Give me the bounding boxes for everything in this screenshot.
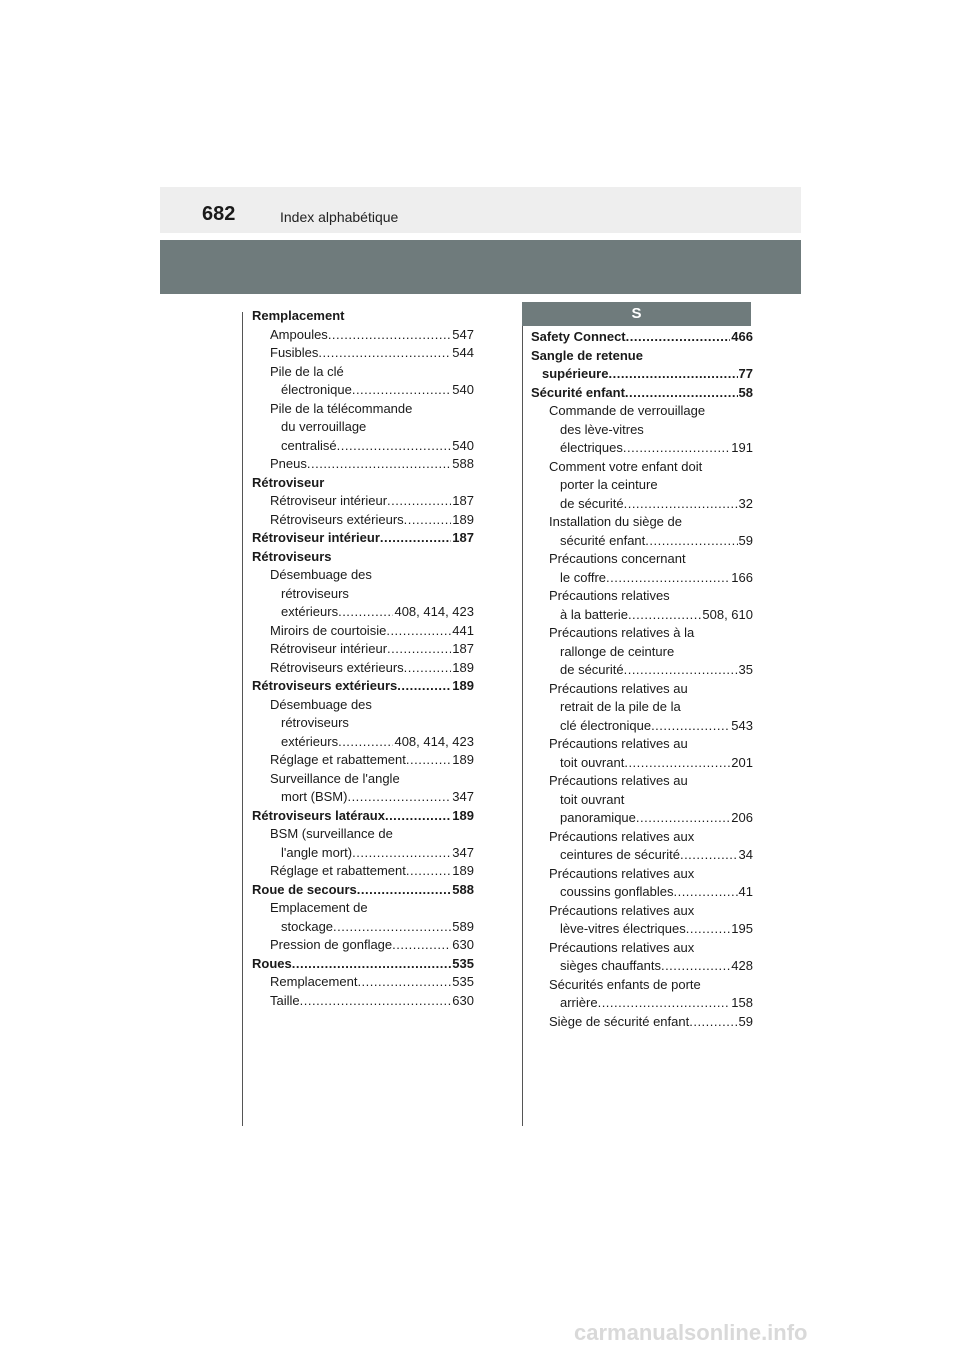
index-entry (531, 402, 753, 458)
dot-leader (623, 439, 730, 458)
dot-leader (352, 381, 451, 400)
index-entry-text: Précautions relatives à la (549, 625, 695, 640)
index-entry (252, 400, 474, 456)
index-entry-text: coussins gonflables (560, 884, 674, 899)
index-entry-text: Réglage et rabattement (270, 863, 406, 878)
dot-leader (598, 994, 731, 1013)
index-entry-text: du verrouillage (281, 419, 367, 434)
index-entry-text: Fusibles (270, 345, 319, 360)
index-entry-page: 187 (452, 493, 474, 508)
index-entry-page: 195 (731, 921, 753, 936)
dot-leader (645, 532, 737, 551)
index-entry-text: Roues (252, 955, 292, 971)
index-entry-line-with-page (270, 733, 474, 752)
index-entry-text: toit ouvrant (560, 791, 625, 807)
index-entry-text: Pression de gonflage (270, 937, 393, 952)
index-entry-page: 535 (452, 955, 474, 971)
index-entry-page: 58 (738, 384, 753, 400)
index-entry-line-with-page (252, 955, 474, 974)
index-entry-text: Précautions relatives aux (549, 902, 695, 918)
index-entry (531, 550, 753, 587)
index-entry-text: arrière (560, 995, 598, 1010)
dot-leader (338, 733, 393, 752)
index-entry (531, 976, 753, 1013)
dot-leader (357, 881, 452, 900)
dot-leader (608, 365, 737, 384)
index-entry-text: Rétroviseur (252, 474, 325, 490)
index-entry-line-with-page (549, 994, 753, 1013)
index-entry (531, 902, 753, 939)
index-entry-text: Pneus (270, 456, 307, 471)
dot-leader (337, 437, 452, 456)
index-entry-page: 535 (452, 974, 474, 989)
index-entry-text: Roue de secours (252, 881, 357, 897)
index-entry-page: 540 (452, 382, 474, 397)
index-entry (252, 770, 474, 807)
index-entry-line-with-page (531, 365, 753, 384)
dot-leader (333, 918, 451, 937)
dot-leader (636, 809, 730, 828)
dot-leader (338, 603, 393, 622)
dot-leader (392, 936, 451, 955)
index-entry-page: 630 (452, 992, 474, 1008)
index-entry-line-with-page (549, 1013, 753, 1032)
index-entry-text: Siège de sécurité enfant (549, 1013, 690, 1029)
index-entry (531, 328, 753, 347)
dot-leader (386, 622, 451, 641)
index-entry-page: 158 (731, 995, 753, 1010)
index-entry-text: Précautions relatives au (549, 680, 688, 696)
dot-leader (352, 844, 451, 863)
index-entry-line-with-page (270, 788, 474, 807)
index-entry (531, 513, 753, 550)
index-entry-text: Sangle de retenue (531, 347, 643, 363)
index-entry-text: lève-vitres électriques (560, 921, 686, 936)
dot-leader (651, 717, 730, 736)
index-entry-page: 466 (731, 329, 753, 344)
index-entry (252, 992, 474, 1011)
section-letter-tab: S (522, 302, 751, 326)
index-entry-line-with-page (270, 973, 474, 992)
index-entry (531, 939, 753, 976)
index-entry-text: Précautions relatives au (549, 736, 688, 751)
index-entry-page: 77 (738, 366, 753, 381)
index-entry (252, 344, 474, 363)
index-entry-text: rétroviseurs (281, 715, 349, 730)
dot-leader (628, 606, 701, 625)
index-entry (252, 566, 474, 622)
index-entry-text: Installation du siège de (549, 514, 682, 529)
index-entry (252, 640, 474, 659)
index-entry-page: 408, 414, 423 (394, 604, 474, 619)
index-entry-text: Pile de la télécommande (270, 400, 413, 416)
index-entry-text: stockage (281, 918, 334, 934)
index-entry-page: 508, 610 (702, 606, 753, 622)
index-entry-text: Précautions concernant (549, 551, 686, 566)
index-entry-page: 189 (452, 659, 474, 675)
index-entry (252, 751, 474, 770)
index-entry (252, 529, 474, 548)
index-entry-text: électriques (560, 440, 623, 455)
left-column-rule (242, 312, 243, 1126)
index-entry-line-with-page (549, 754, 753, 773)
dot-leader (606, 569, 730, 588)
index-entry (531, 458, 753, 514)
dot-leader (406, 862, 451, 881)
index-entry-text: Emplacement de (270, 900, 368, 915)
dot-leader (689, 1013, 737, 1032)
index-entry-text: Safety Connect (531, 329, 626, 344)
index-entry-text: Ampoules (270, 326, 328, 342)
index-entry-text: Rétroviseur intérieur (270, 493, 388, 508)
index-entry-line-with-page (270, 603, 474, 622)
dot-leader (680, 846, 738, 865)
index-entry (252, 696, 474, 752)
index-entry-page: 191 (731, 440, 753, 455)
index-entry-line-with-page (270, 640, 474, 659)
index-entry-text: BSM (surveillance de (270, 826, 393, 841)
dot-leader (300, 992, 452, 1011)
index-entry (252, 307, 474, 326)
index-entry-text: panoramique (560, 810, 636, 825)
index-entry-text: de sécurité (560, 495, 624, 511)
index-entry-line-with-page (270, 862, 474, 881)
index-entry-text: porter la ceinture (560, 477, 658, 492)
index-entry-text: Rétroviseurs extérieurs (252, 678, 398, 693)
dot-leader (318, 344, 451, 363)
index-entry-text: Précautions relatives au (549, 773, 688, 788)
section-title: Index alphabétique (280, 209, 399, 225)
index-entry-page: 166 (731, 569, 753, 585)
index-entry (531, 384, 753, 403)
index-entry-page: 441 (452, 622, 474, 638)
index-entry (252, 899, 474, 936)
index-entry-page: 59 (738, 532, 753, 548)
index-entry-page: 206 (731, 810, 753, 825)
index-entry-text: Réglage et rabattement (270, 752, 406, 767)
index-entry (531, 865, 753, 902)
index-entry-text: Rétroviseur intérieur (252, 530, 380, 545)
index-entry (252, 326, 474, 345)
index-entry-page: 540 (452, 437, 474, 453)
dot-leader (404, 659, 452, 678)
index-entry-text: de sécurité (560, 662, 624, 677)
dot-leader (673, 883, 737, 902)
index-entry-line-with-page (252, 677, 474, 696)
index-entry (252, 548, 474, 567)
index-entry-line-with-page (531, 384, 753, 403)
index-entry-line-with-page (270, 326, 474, 345)
dot-leader (385, 807, 451, 826)
index-entry-text: retrait de la pile de la (560, 699, 681, 714)
index-entry (252, 677, 474, 696)
index-entry-page: 41 (738, 884, 753, 899)
index-entry-page: 408, 414, 423 (394, 733, 474, 749)
watermark: carmanualsonline.info (574, 1320, 808, 1345)
index-entry-page: 544 (452, 345, 474, 360)
index-entry-page: 189 (452, 807, 474, 823)
index-entry (252, 973, 474, 992)
index-entry-text: Précautions relatives aux (549, 865, 695, 881)
index-entry-page: 187 (452, 641, 474, 656)
index-entry (252, 492, 474, 511)
index-entry (252, 363, 474, 400)
index-entry-text: Commande de verrouillage (549, 403, 706, 418)
index-entry-page: 347 (452, 844, 474, 860)
index-entry-line-with-page (549, 846, 753, 865)
index-entry-line-with-page (549, 661, 753, 680)
index-column-left (252, 307, 474, 1010)
dot-leader (387, 492, 451, 511)
index-entry-line-with-page (270, 918, 474, 937)
index-entry-page: 32 (738, 495, 753, 511)
index-entry-line-with-page (549, 883, 753, 902)
index-entry-line-with-page (270, 751, 474, 770)
index-entry-page: 428 (731, 958, 753, 973)
header-band (160, 240, 801, 294)
index-entry (252, 807, 474, 826)
dot-leader (404, 511, 452, 530)
index-entry-page: 543 (731, 717, 753, 733)
index-entry-text: Rétroviseurs extérieurs (270, 511, 404, 527)
index-entry-line-with-page (549, 439, 753, 458)
index-entry-text: rétroviseurs (281, 585, 349, 601)
index-entry-line-with-page (549, 606, 753, 625)
index-entry-text: sièges chauffants (560, 958, 661, 973)
dot-leader (307, 455, 451, 474)
index-entry-text: sécurité enfant (560, 532, 646, 548)
index-entry-line-with-page (252, 807, 474, 826)
index-entry (252, 862, 474, 881)
index-entry (531, 735, 753, 772)
index-entry-line-with-page (270, 381, 474, 400)
index-entry-line-with-page (549, 809, 753, 828)
index-entry-page: 189 (452, 752, 474, 767)
index-entry-line-with-page (252, 529, 474, 548)
index-entry-line-with-page (549, 717, 753, 736)
index-entry-line-with-page (252, 881, 474, 900)
index-entry-text: le coffre (560, 569, 607, 585)
dot-leader (624, 661, 738, 680)
index-entry-text: des lève-vitres (560, 421, 644, 437)
index-entry (252, 455, 474, 474)
index-entry (252, 474, 474, 493)
dot-leader (686, 920, 731, 939)
index-entry-text: Sécurités enfants de porte (549, 976, 701, 992)
index-entry-text: Précautions relatives aux (549, 828, 695, 844)
index-entry-text: toit ouvrant (560, 754, 625, 770)
index-entry (252, 936, 474, 955)
index-entry-page: 59 (738, 1013, 753, 1029)
dot-leader (624, 754, 730, 773)
index-entry-text: électronique (281, 382, 352, 397)
index-entry-line-with-page (549, 532, 753, 551)
dot-leader (406, 751, 451, 770)
index-entry-text: extérieurs (281, 604, 339, 619)
index-entry (531, 772, 753, 828)
index-entry-text: Rétroviseur intérieur (270, 641, 388, 656)
index-entry-text: Pile de la clé (270, 363, 344, 379)
index-entry-text: ceintures de sécurité (560, 847, 680, 862)
index-entry-text: clé électronique (560, 717, 652, 733)
dot-leader (347, 788, 451, 807)
index-entry (531, 1013, 753, 1032)
index-entry-text: l'angle mort) (281, 844, 353, 860)
index-entry-text: Sécurité enfant (531, 384, 625, 400)
index-entry-page: 588 (452, 881, 474, 897)
index-entry (531, 680, 753, 736)
page-number: 682 (202, 203, 236, 225)
index-entry-text: Remplacement (270, 974, 358, 989)
index-entry-text: à la batterie (560, 606, 628, 622)
index-entry-page: 201 (731, 754, 753, 770)
index-entry-line-with-page (270, 492, 474, 511)
index-entry-text: Rétroviseurs latéraux (252, 807, 385, 823)
index-entry-page: 547 (452, 326, 474, 342)
index-entry-text: Comment votre enfant doit (549, 458, 703, 474)
index-entry-line-with-page (270, 455, 474, 474)
dot-leader (661, 957, 730, 976)
index-entry (252, 622, 474, 641)
dot-leader (626, 328, 731, 347)
index-entry (252, 659, 474, 678)
index-entry-line-with-page (270, 992, 474, 1011)
index-entry-text: rallonge de ceinture (560, 643, 675, 659)
index-entry-text: supérieure (542, 366, 609, 381)
index-entry-line-with-page (270, 844, 474, 863)
index-entry (531, 828, 753, 865)
index-entry-line-with-page (531, 328, 753, 347)
index-entry (531, 624, 753, 680)
index-entry-text: extérieurs (281, 733, 339, 749)
dot-leader (625, 384, 738, 403)
index-entry (252, 881, 474, 900)
index-entry (252, 955, 474, 974)
index-entry-page: 589 (452, 918, 474, 934)
index-entry-text: Remplacement (252, 308, 345, 323)
index-entry-text: Désembuage des (270, 567, 372, 582)
index-column-right (531, 328, 753, 1031)
dot-leader (380, 529, 451, 548)
index-entry (531, 347, 753, 384)
index-entry-text: Précautions relatives aux (549, 939, 695, 955)
index-entry-text: centralisé (281, 437, 337, 453)
index-entry-text: mort (BSM) (281, 789, 348, 804)
index-entry-line-with-page (549, 920, 753, 939)
index-entry-line-with-page (549, 495, 753, 514)
index-entry-text: Rétroviseurs (252, 548, 332, 564)
index-entry-line-with-page (549, 957, 753, 976)
dot-leader (357, 973, 451, 992)
index-entry-page: 189 (452, 863, 474, 878)
dot-leader (624, 495, 738, 514)
index-entry (252, 511, 474, 530)
header-bar (160, 187, 801, 233)
index-entry-text: Désembuage des (270, 696, 372, 712)
middle-column-rule (522, 312, 523, 1126)
index-entry (252, 825, 474, 862)
index-entry-page: 347 (452, 789, 474, 804)
index-entry-page: 34 (738, 847, 753, 862)
index-entry-line-with-page (270, 659, 474, 678)
index-entry-page: 630 (452, 937, 474, 952)
index-entry (531, 587, 753, 624)
dot-leader (397, 677, 451, 696)
index-entry-page: 189 (452, 678, 474, 693)
index-entry-line-with-page (270, 344, 474, 363)
index-entry-page: 187 (452, 530, 474, 545)
index-entry-page: 588 (452, 456, 474, 471)
dot-leader (387, 640, 451, 659)
index-entry-line-with-page (270, 936, 474, 955)
index-entry-text: Rétroviseurs extérieurs (270, 659, 404, 675)
index-entry-text: Précautions relatives (549, 588, 670, 603)
index-entry-page: 35 (738, 662, 753, 677)
index-entry-line-with-page (270, 511, 474, 530)
index-entry-line-with-page (549, 569, 753, 588)
index-entry-line-with-page (270, 622, 474, 641)
dot-leader (292, 955, 452, 974)
dot-leader (328, 326, 451, 345)
index-entry-text: Miroirs de courtoisie (270, 622, 387, 638)
index-entry-text: Taille (270, 992, 300, 1008)
index-entry-line-with-page (270, 437, 474, 456)
index-entry-page: 189 (452, 511, 474, 527)
index-entry-text: Surveillance de l'angle (270, 770, 400, 786)
